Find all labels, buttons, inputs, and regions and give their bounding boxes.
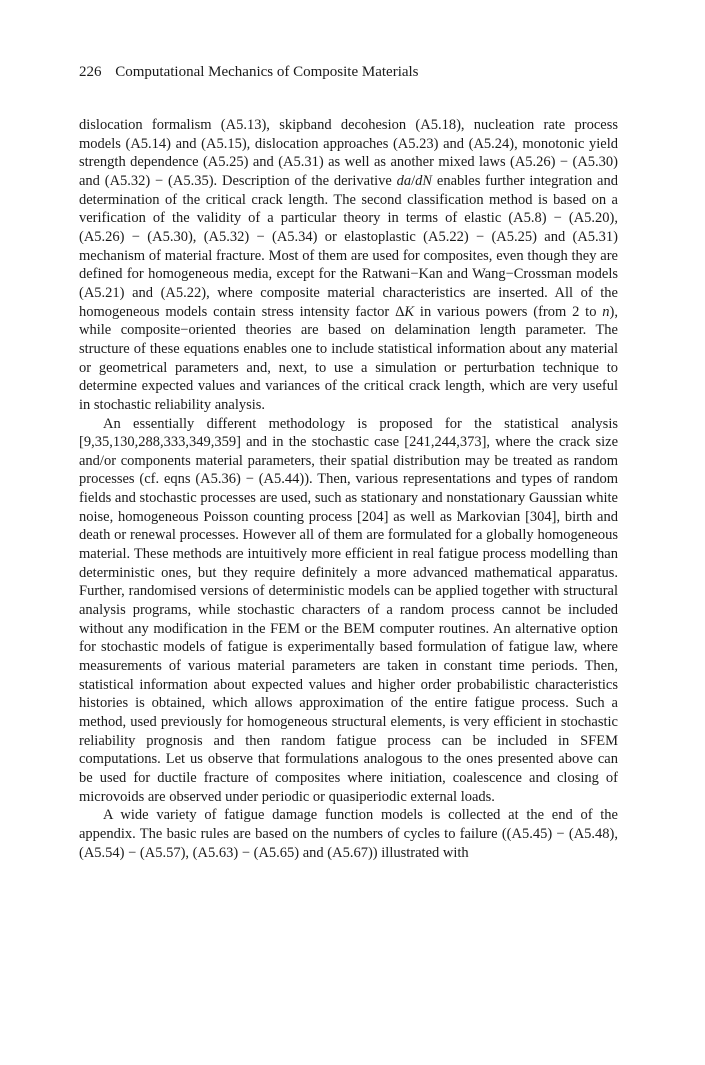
paragraph-1: [79, 116, 618, 415]
page-number: 226: [79, 64, 102, 80]
paragraph-3: [79, 806, 618, 862]
text-run: /: [411, 172, 416, 189]
book-title: Computational Mechanics of Composite Materials: [115, 64, 419, 80]
text-run: ), while composite−oriented theories are based on delamination length parameter. The structure of these equations enables one to include statistical information about any material or geometrical parameters and, next, to use a simulation or perturbation technique to determine expected values and variances of the critical crack length, which are very useful in stochastic reliability analysis.: [79, 303, 619, 413]
running-header: [79, 64, 419, 81]
text-run: in various powers (from 2 to: [414, 303, 603, 320]
text-run-italic: n: [602, 303, 610, 320]
text-run-italic: K: [404, 303, 415, 320]
text-run: dislocation formalism (A5.13), skipband decohesion (A5.18), nucleation rate process models (A5.14) and (A5.15), dislocation approaches (A5.23) and (A5.24), monotonic yield strength dependence (A5.25) and (A5.31) as well as another mixed laws (A5.26) − (A5.30) and (A5.32) − (A5.35). Description of the derivative: [79, 117, 618, 189]
text-run: An essentially different methodology is proposed for the statistical analysis [9,35,130,288,333,349,359] and in the stochastic case [241,244,373], where the crack size and/or components material parameters, their spatial distribution may be treated as random processes (cf. eqns (A5.36) − (A5.44)). Then, various representations and types of random fields and stochastic processes are used, such as stationary and nonstationary Gaussian white noise, homogeneous Poisson counting process [204] as well as Markovian [304], birth and death or renewal processes. However all of them are formulated for a globally homogeneous material. These methods are intuitively more efficient in real fatigue process modelling than deterministic ones, but they require definitely a more advanced mathematical apparatus. Further, randomised versions of deterministic models can be applied together with structural analysis programs, while stochastic characters of a random process cannot be included without any modification in the FEM or the BEM computer routines. An alternative option for stochastic models of fatigue is experimentally based formulation of fatigue law, where measurements of various material parameters are taken in constant time periods. Then, statistical information about expected values and higher order probabilistic characteristics histories is obtained, which allows approximation of the entire fatigue process. Such a method, used previously for homogeneous structural elements, is very efficient in stochastic reliability prognosis and then random fatigue process can be included in SFEM computations. Let us observe that formulations analogous to the ones presented above can be used for ductile fracture of composites where initiation, coalescence and closing of microvoids are observed under periodic or quasiperiodic external loads.: [79, 415, 618, 805]
text-run: A wide variety of fatigue damage function models is collected at the end of the appendix. The basic rules are based on the numbers of cycles to failure ((A5.45) − (A5.48), (A5.54) − (A5.57), (A5.63) − (A5.65) and (A5.67)) illustrated with: [79, 807, 618, 861]
text-run-italic: da: [396, 172, 412, 189]
text-run: enables further integration and determination of the critical crack length. The second classification method is based on a verification of the validity of a particular theory in terms of elastic (A5.8) − (A5.20), (A5.26) − (A5.30), (A5.32) − (A5.34) or elastoplastic (A5.22) − (A5.25) and (A5.31) mechanism of material fracture. Most of them are used for composites, even though they are defined for homogeneous media, except for the Ratwani−Kan and Wang−Crossman models (A5.21) and (A5.22), where composite material characteristics are inserted. All of the homogeneous models contain stress intensity factor Δ: [79, 172, 618, 320]
body-text: [79, 116, 618, 862]
text-run-italic: dN: [415, 172, 433, 189]
paragraph-2: [79, 415, 618, 807]
